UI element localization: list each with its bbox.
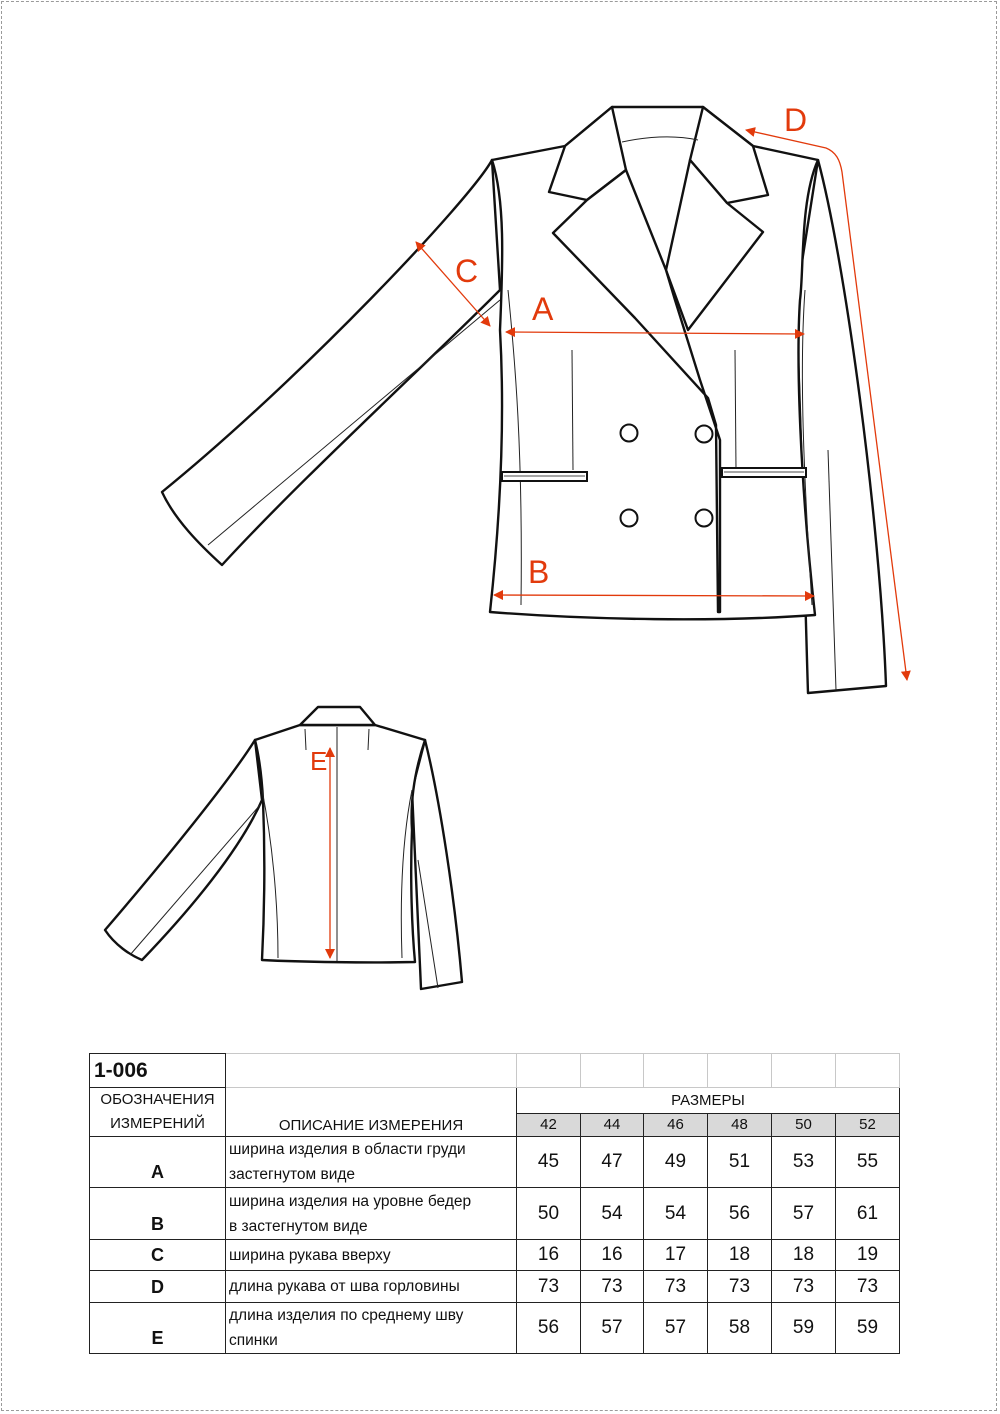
size-header: 48 <box>708 1113 772 1136</box>
row-value: 51 <box>708 1137 772 1188</box>
table-row-model <box>90 1054 900 1088</box>
header-description: ОПИСАНИЕ ИЗМЕРЕНИЯ <box>226 1088 517 1137</box>
row-description: ширина изделия на уровне бедер в застегнутом виде <box>226 1188 517 1240</box>
row-value: 18 <box>708 1240 772 1271</box>
table-row <box>90 1271 900 1303</box>
row-value: 17 <box>644 1240 708 1271</box>
table-row <box>90 1137 900 1188</box>
row-value: 55 <box>836 1137 900 1188</box>
row-description: ширина изделия в области груди застегнутом виде <box>226 1137 517 1188</box>
row-value: 73 <box>644 1271 708 1303</box>
back-body <box>255 725 425 962</box>
size-table <box>89 1053 900 1354</box>
row-code: E <box>90 1303 226 1354</box>
row-value: 59 <box>836 1303 900 1354</box>
row-value: 19 <box>836 1240 900 1271</box>
row-value: 54 <box>581 1188 644 1240</box>
row-value: 73 <box>517 1271 581 1303</box>
size-header: 44 <box>581 1113 644 1136</box>
row-code: A <box>90 1137 226 1188</box>
size-header: 42 <box>517 1113 581 1136</box>
row-value: 47 <box>581 1137 644 1188</box>
button <box>621 425 638 442</box>
row-value: 56 <box>517 1303 581 1354</box>
label-d: D <box>784 102 808 138</box>
size-header: 52 <box>836 1113 900 1136</box>
row-description: ширина рукава вверху <box>226 1240 517 1271</box>
label-c: C <box>455 253 479 289</box>
table-header-row <box>90 1088 900 1114</box>
row-value: 57 <box>581 1303 644 1354</box>
label-e: E <box>310 746 328 776</box>
front-pocket-right <box>722 468 806 477</box>
back-right-sleeve <box>412 740 462 989</box>
row-value: 57 <box>644 1303 708 1354</box>
row-code: D <box>90 1271 226 1303</box>
button <box>696 426 713 443</box>
table-row <box>90 1240 900 1271</box>
row-description: длина рукава от шва горловины <box>226 1271 517 1303</box>
button <box>696 510 713 527</box>
size-header: 50 <box>772 1113 836 1136</box>
back-left-sleeve <box>105 740 262 960</box>
size-header: 46 <box>644 1113 708 1136</box>
row-value: 73 <box>708 1271 772 1303</box>
front-pocket-left <box>502 472 587 481</box>
header-sizes: РАЗМЕРЫ <box>517 1088 900 1114</box>
row-value: 16 <box>517 1240 581 1271</box>
row-value: 49 <box>644 1137 708 1188</box>
model-number: 1-006 <box>90 1054 226 1088</box>
row-value: 73 <box>772 1271 836 1303</box>
back-collar <box>300 707 375 725</box>
table-row <box>90 1303 900 1354</box>
row-code: B <box>90 1188 226 1240</box>
table-row <box>90 1188 900 1240</box>
front-left-sleeve <box>162 160 500 565</box>
header-designation: ОБОЗНАЧЕНИЯ ИЗМЕРЕНИЙ <box>90 1088 226 1137</box>
row-value: 18 <box>772 1240 836 1271</box>
front-body <box>490 107 818 619</box>
label-a: A <box>532 291 554 327</box>
row-value: 73 <box>836 1271 900 1303</box>
row-value: 57 <box>772 1188 836 1240</box>
row-value: 73 <box>581 1271 644 1303</box>
row-value: 53 <box>772 1137 836 1188</box>
row-value: 56 <box>708 1188 772 1240</box>
row-value: 16 <box>581 1240 644 1271</box>
label-b: B <box>528 554 550 590</box>
row-value: 50 <box>517 1188 581 1240</box>
jacket-back <box>105 707 462 989</box>
row-code: C <box>90 1240 226 1271</box>
row-value: 61 <box>836 1188 900 1240</box>
row-value: 58 <box>708 1303 772 1354</box>
row-description: длина изделия по среднему шву спинки <box>226 1303 517 1354</box>
jacket-front <box>162 107 886 693</box>
row-value: 54 <box>644 1188 708 1240</box>
row-value: 45 <box>517 1137 581 1188</box>
button <box>621 510 638 527</box>
row-value: 59 <box>772 1303 836 1354</box>
